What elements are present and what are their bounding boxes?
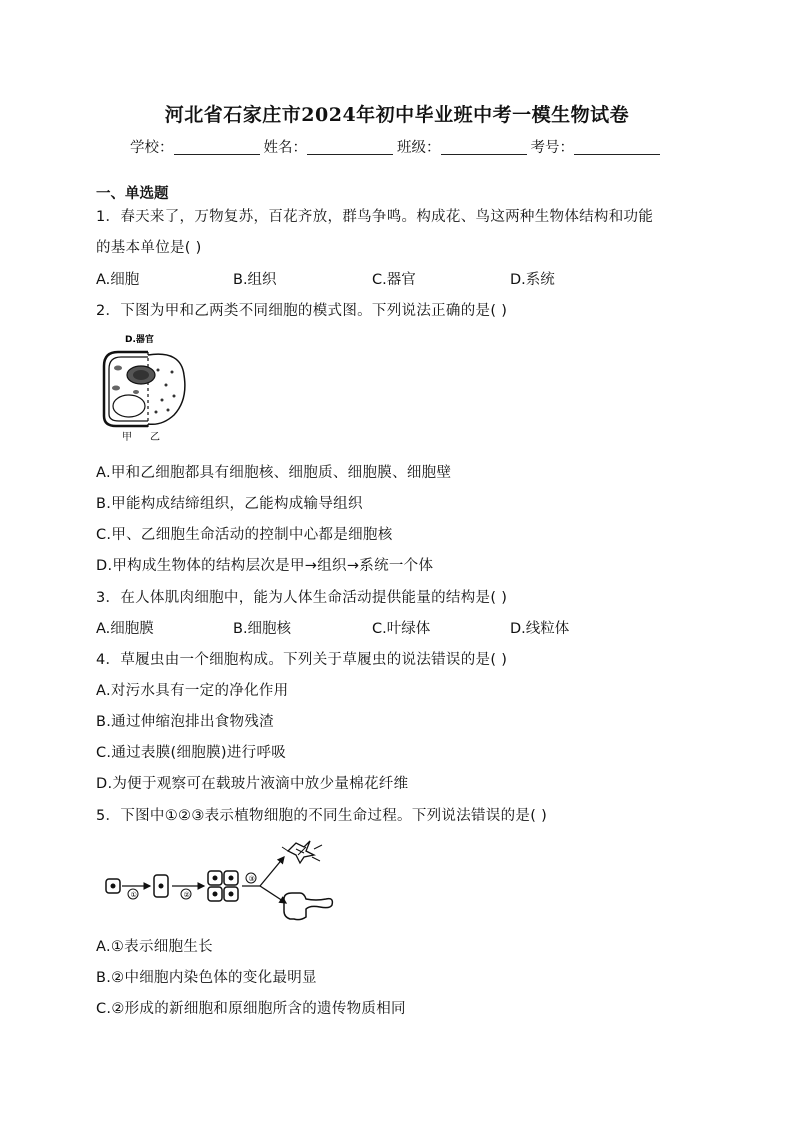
student-info-row — [0, 136, 794, 157]
q5-option-b: B.②中细胞内染色体的变化最明显 — [96, 970, 317, 986]
q2-option-b: B.甲能构成结缔组织，乙能构成输导组织 — [96, 496, 363, 512]
q2-option-a: A.甲和乙细胞都具有细胞核、细胞质、细胞膜、细胞壁 — [96, 465, 452, 481]
q5-option-c: C.②形成的新细胞和原细胞所含的遗传物质相同 — [96, 1001, 406, 1017]
process-label-1: ① — [130, 891, 137, 899]
name-blank[interactable] — [307, 140, 393, 155]
q2-stem: 2．下图为甲和乙两类不同细胞的模式图。下列说法正确的是( ) — [96, 303, 508, 319]
cell-process-figure — [100, 835, 340, 925]
process-label-2: ② — [183, 891, 190, 899]
figure-label-yi: 乙 — [150, 432, 160, 442]
section-title: 一、单选题 — [96, 186, 169, 202]
figure-label-jia: 甲 — [122, 432, 132, 442]
q4-option-a: A.对污水具有一定的净化作用 — [96, 683, 289, 699]
name-label: 姓名： — [263, 140, 307, 156]
class-label: 班级： — [397, 140, 441, 156]
q4-option-c: C.通过表膜(细胞膜)进行呼吸 — [96, 745, 287, 761]
q3-stem: 3．在人体肌肉细胞中，能为人体生命活动提供能量的结构是( ) — [96, 590, 508, 606]
number-label: 考号： — [530, 140, 574, 156]
q4-option-d: D.为便于观察可在载玻片液滴中放少量棉花纤维 — [96, 776, 409, 792]
class-blank[interactable] — [441, 140, 527, 155]
page-title: 河北省石家庄市2024年初中毕业班中考一模生物试卷 — [164, 104, 630, 126]
q5-option-a: A.①表示细胞生长 — [96, 939, 213, 955]
q1-stem-line1: 1．春天来了，万物复苏，百花齐放，群鸟争鸣。构成花、鸟这两种生物体结构和功能 — [96, 209, 654, 225]
q4-stem: 4．草履虫由一个细胞构成。下列关于草履虫的说法错误的是( ) — [96, 652, 508, 668]
school-blank[interactable] — [174, 140, 260, 155]
q2-option-c: C.甲、乙细胞生命活动的控制中心都是细胞核 — [96, 527, 393, 543]
q4-option-b: B.通过伸缩泡排出食物残渣 — [96, 714, 274, 730]
q1-option-b: B.组织 — [233, 272, 277, 288]
q1-option-a: A.细胞 — [96, 272, 140, 288]
q3-option-a: A.细胞膜 — [96, 621, 154, 637]
q1-option-c: C.器官 — [372, 272, 416, 288]
q3-option-b: B.细胞核 — [233, 621, 292, 637]
number-blank[interactable] — [574, 140, 660, 155]
q3-option-c: C.叶绿体 — [372, 621, 431, 637]
q2-option-d: D.甲构成生物体的结构层次是甲→组织→系统一个体 — [96, 558, 434, 574]
school-label: 学校： — [130, 140, 174, 156]
process-label-3: ③ — [248, 875, 255, 883]
q1-stem-line2: 的基本单位是( ) — [96, 240, 202, 256]
cell-process-svg — [100, 835, 340, 925]
cell-diagram-svg — [96, 330, 196, 442]
cell-diagram-figure — [96, 330, 196, 442]
q5-stem: 5．下图中①②③表示植物细胞的不同生命过程。下列说法错误的是( ) — [96, 808, 548, 824]
q3-option-d: D.线粒体 — [510, 621, 570, 637]
figure-top-label: D.器官 — [125, 335, 154, 345]
q1-option-d: D.系统 — [510, 272, 555, 288]
